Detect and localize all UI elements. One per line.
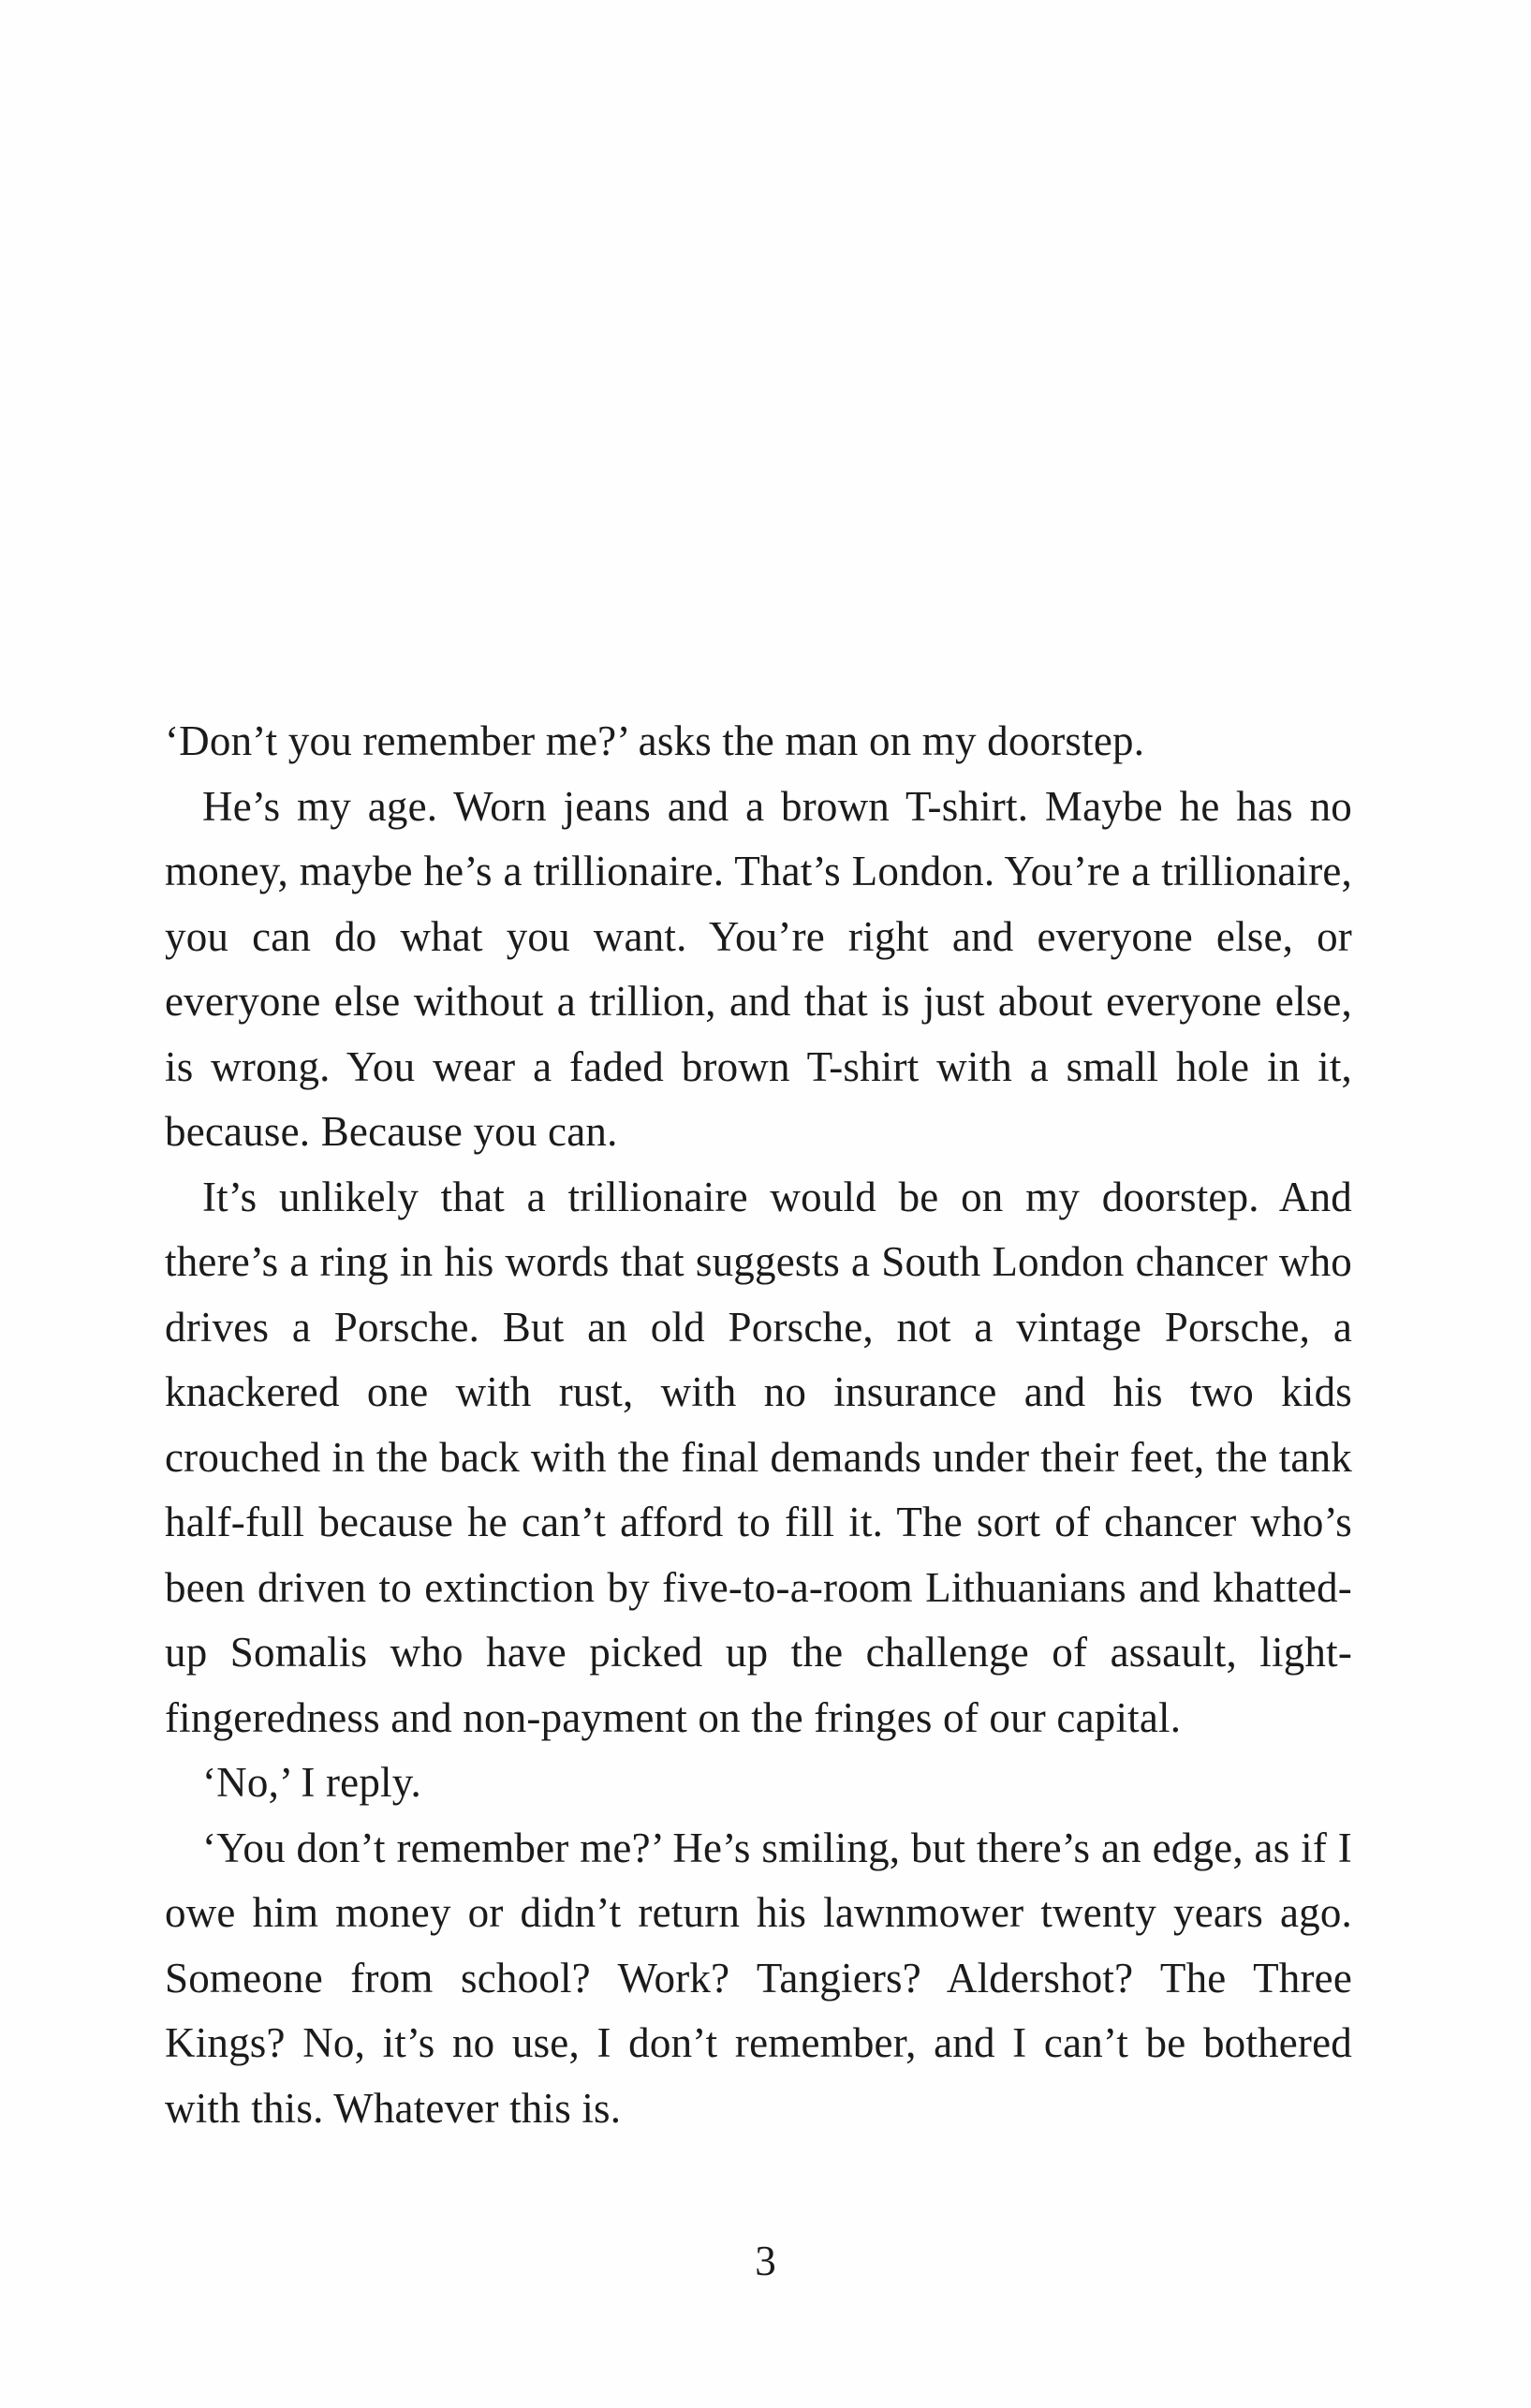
paragraph-opening-question: ‘Don’t you remember me?’ asks the man on my doorstep. bbox=[165, 717, 1145, 764]
paragraph-chancer: It’s unlikely that a trillionaire would be on my doorstep. And there’s a ring in his words that suggests a South London chancer who drives a Porsche. But an old Porsche, not a vintage Porsche, a knackered one with rust, with no insurance and his two kids crouched in the back with the final demands under their feet, the tank half-full because he can’t afford to fill it. The sort of chancer who’s been driven to extinction by five-to-a-room Lithuanians and khatted-up Somalis who have picked up the challenge of assault, light-fingeredness and non-payment on the fringes of our capital. bbox=[165, 1173, 1352, 1741]
paragraph-reply: ‘No,’ I reply. bbox=[202, 1759, 421, 1806]
body-text bbox=[165, 709, 1352, 2141]
paragraph-trillionaire: He’s my age. Worn jeans and a brown T-shirt. Maybe he has no money, maybe he’s a trillionaire. That’s London. You’re a trillionaire, you can do what you want. You’re right and everyone else, or everyone else without a trillion, and that is just about everyone else, is wrong. You wear a faded brown T-shirt with a small hole in it, because. Because you can. bbox=[165, 782, 1352, 1155]
paragraph-dont-remember: ‘You don’t remember me?’ He’s smiling, but there’s an edge, as if I owe him money or didn’t return his lawnmower twenty years ago. Someone from school? Work? Tangiers? Aldershot? The Three Kings? No, it’s no use, I don’t remember, and I can’t be bothered with this. Whatever this is. bbox=[165, 1824, 1352, 2132]
page-number: 3 bbox=[755, 2238, 776, 2284]
